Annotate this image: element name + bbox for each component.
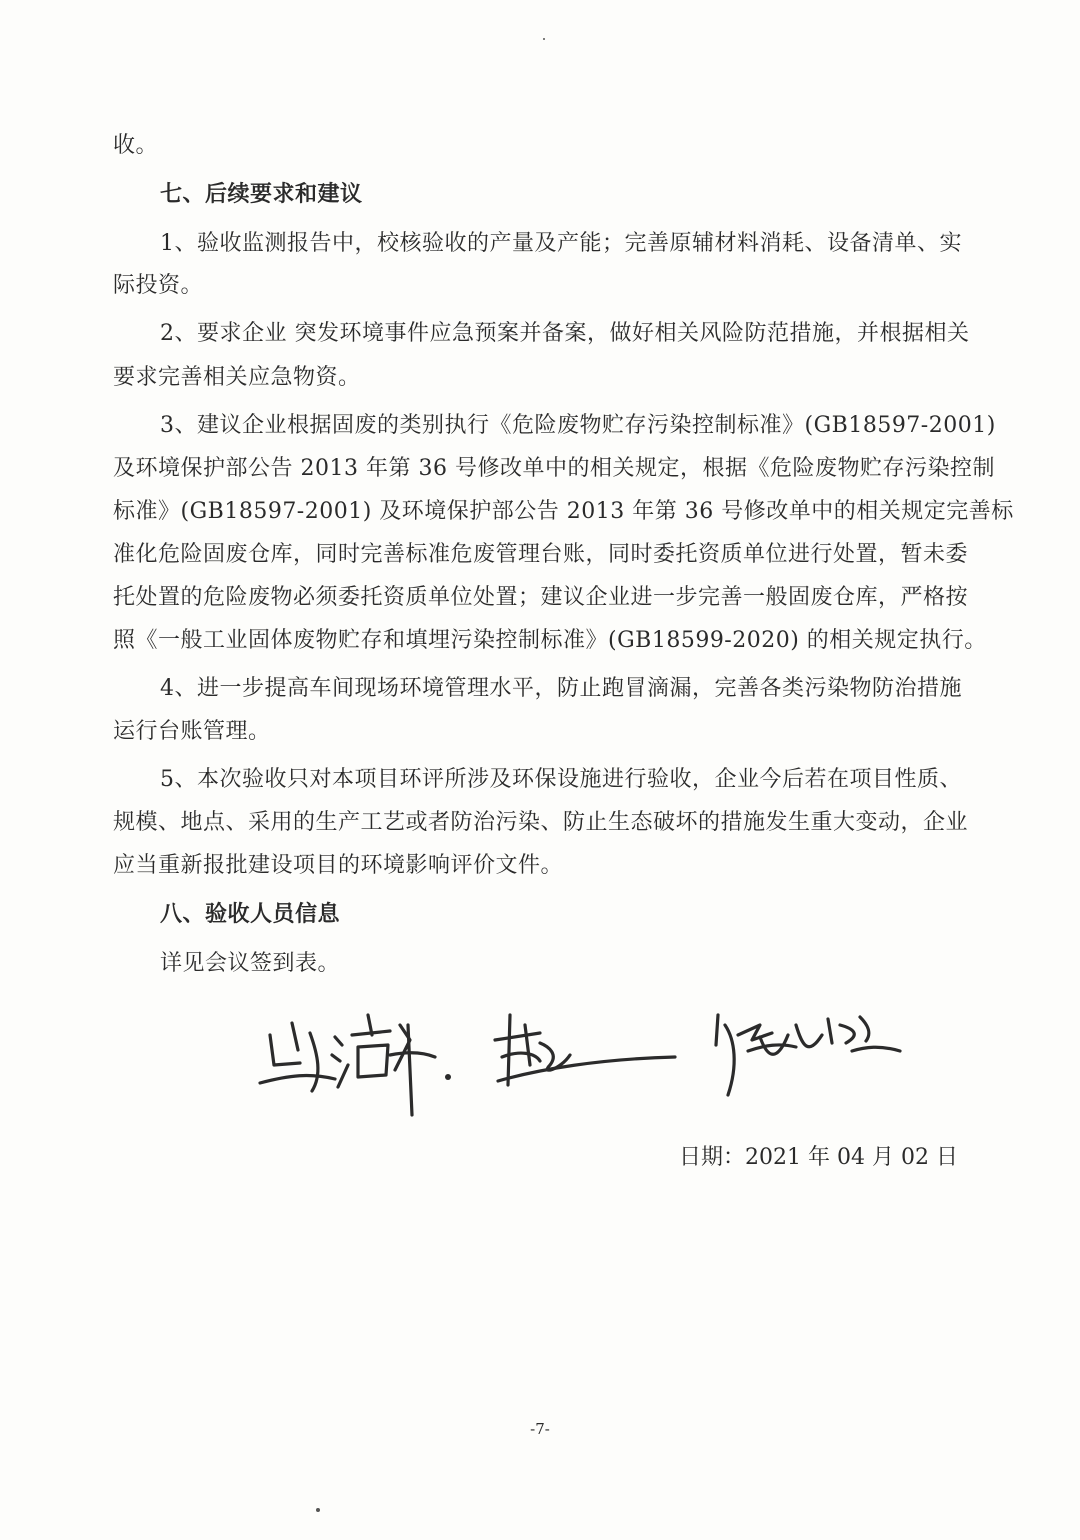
item-3-line-4: 准化危险固废仓库，同时完善标准危废管理台账，同时委托资质单位进行处置，暂未委 bbox=[113, 542, 969, 567]
item-3-line-6: 照《一般工业固体废物贮存和填埋污染控制标准》(GB18599-2020) 的相关规定执行。 bbox=[113, 628, 987, 653]
item-4-line-1: 4、进一步提高车间现场环境管理水平，防止跑冒滴漏，完善各类污染物防治措施 bbox=[160, 676, 962, 701]
item-2-line-2: 要求完善相关应急物资。 bbox=[113, 365, 361, 390]
signatures-image bbox=[240, 995, 920, 1125]
item-5-line-2: 规模、地点、采用的生产工艺或者防治污染、防止生态破坏的措施发生重大变动，企业 bbox=[113, 810, 969, 835]
item-1-line-1: 1、验收监测报告中，校核验收的产量及产能；完善原辅材料消耗、设备清单、实 bbox=[160, 231, 962, 256]
section-8-heading: 八、验收人员信息 bbox=[160, 902, 341, 927]
item-3-line-1: 3、建议企业根据固废的类别执行《危险废物贮存污染控制标准》(GB18597-2001) bbox=[160, 413, 996, 438]
item-5-line-3: 应当重新报批建设项目的环境影响评价文件。 bbox=[113, 853, 564, 878]
document-date: 日期：2021 年 04 月 02 日 bbox=[679, 1145, 958, 1170]
carryover-text: 收。 bbox=[113, 133, 159, 158]
section-8-text: 详见会议签到表。 bbox=[160, 951, 341, 976]
item-4-line-2: 运行台账管理。 bbox=[113, 719, 271, 744]
signature-3 bbox=[716, 1015, 900, 1095]
item-3-line-2: 及环境保护部公告 2013 年第 36 号修改单中的相关规定，根据《危险废物贮存污染控制 bbox=[113, 456, 995, 481]
signature-1 bbox=[260, 1015, 451, 1115]
item-3-line-5: 托处置的危险废物必须委托资质单位处置；建议企业进一步完善一般固废仓库，严格按 bbox=[113, 585, 969, 610]
item-1-line-2: 际投资。 bbox=[113, 273, 204, 298]
page-number: -7- bbox=[530, 1420, 550, 1438]
signature-2 bbox=[495, 1015, 675, 1085]
item-3-line-3: 标准》(GB18597-2001) 及环境保护部公告 2013 年第 36 号修改单中的相关规定完善标 bbox=[113, 499, 1014, 524]
item-2-line-1: 2、要求企业 突发环境事件应急预案并备案，做好相关风险防范措施，并根据相关 bbox=[160, 321, 970, 346]
scan-speck bbox=[543, 38, 545, 40]
section-7-heading: 七、后续要求和建议 bbox=[160, 182, 363, 207]
scan-speck bbox=[316, 1508, 320, 1512]
item-5-line-1: 5、本次验收只对本项目环评所涉及环保设施进行验收，企业今后若在项目性质、 bbox=[160, 767, 962, 792]
